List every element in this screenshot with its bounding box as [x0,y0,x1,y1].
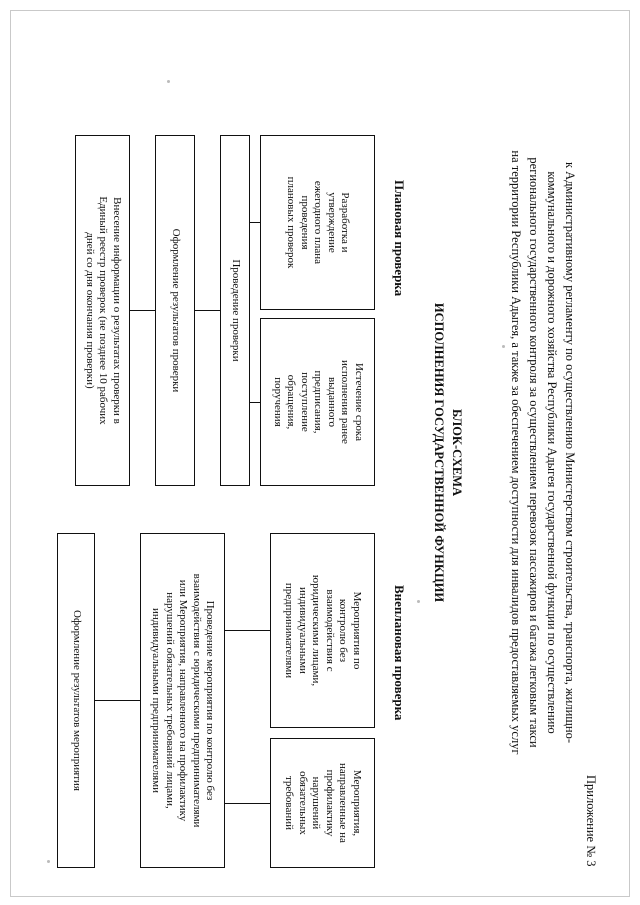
title-line-2: ИСПОЛНЕНИЯ ГОСУДАРСТВЕННОЙ ФУНКЦИИ [432,302,446,603]
scan-speck [417,600,420,603]
preamble-line-1: к Административному регламенту по осуществлению Министерством строительства, транспорта, жилищно- [563,161,577,744]
unplanned-results-box: Оформление результатов мероприятия [57,533,95,868]
unplanned-connector-3 [95,700,140,701]
planned-conduct-box: Проведение проверки [220,135,250,486]
unplanned-connector-1 [225,630,270,631]
preamble-line-4: на территории Республики Адыгея, а также за обеспечением доступности для инвалидов предоставляемых услуг [509,150,523,755]
planned-connector-1 [250,222,260,223]
planned-connector-4 [130,310,155,311]
planned-heading: Плановая проверка [392,180,407,297]
unplanned-conduct-box: Проведение мероприятия по контролю без взаимодействия с юридическими предпринимателями или Мероприятия, направленного на профилактику нарушений обязательных требований лицами, индивидуальными предпринимателями [140,533,225,868]
scan-speck [47,860,50,863]
planned-plan-box: Разработка и утверждение ежегодного плана проведения плановых проверок [260,135,375,310]
title-line-1: БЛОК-СХЕМА [450,408,464,497]
planned-trigger-box: Истечение срока исполнения ранее выданного предписания, поступление обращения, поручения [260,318,375,486]
appendix-number: Приложение № 3 [584,775,598,867]
planned-results-box: Оформление результатов проверки [155,135,195,486]
planned-registry-box: Внесение информации о результатах проверки в Единый реестр проверок (не позднее 10 рабочих дней со дня окончания проверки) [75,135,130,486]
planned-connector-2 [250,402,260,403]
preamble-line-3: регионального государственного контроля за осуществлением перевозок пассажиров и багажа легковым такси [527,157,541,748]
unplanned-heading: Внеплановая проверка [392,585,407,721]
unplanned-prevention-box: Мероприятия, направленные на профилактику нарушений обязательных требований [270,738,375,868]
scan-speck [502,345,505,348]
scan-speck [167,80,170,83]
unplanned-control-box: Мероприятия по контролю без взаимодействия с юридическими лицами, индивидуальными предпринимателями [270,533,375,728]
preamble-line-2: коммунального и дорожного хозяйства Республики Адыгея государственной функции по осуществлению [545,171,559,734]
unplanned-connector-2 [225,803,270,804]
planned-connector-3 [195,310,220,311]
